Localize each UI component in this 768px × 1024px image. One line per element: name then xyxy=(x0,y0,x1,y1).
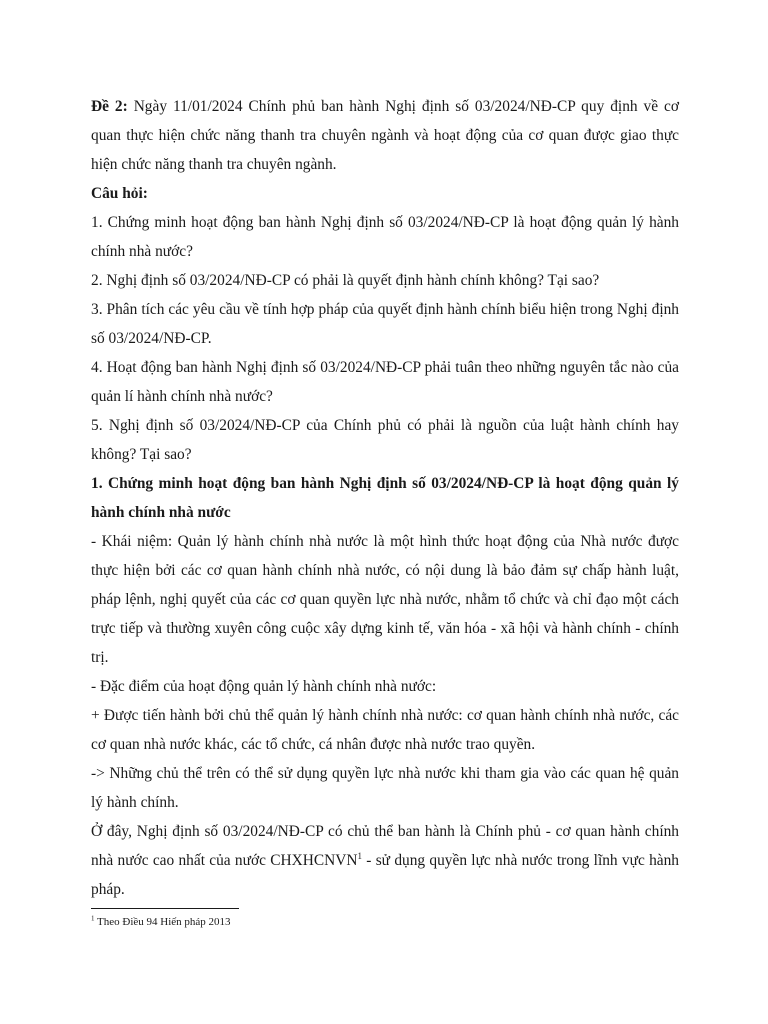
conclusion-text-before: Ở đây, Nghị định số 03/2024/NĐ-CP có chủ thể ban hành là Chính phủ - cơ quan hành chính nhà nước cao nhất của nước CHXHCNVN xyxy=(91,823,679,869)
body-paragraph: - Đặc điểm của hoạt động quản lý hành chính nhà nước: xyxy=(91,678,437,695)
question-item: 3. Phân tích các yêu cầu về tính hợp pháp của quyết định hành chính biểu hiện trong Nghị định số 03/2024/NĐ-CP. xyxy=(91,301,679,347)
body-paragraph: + Được tiến hành bởi chủ thể quản lý hành chính nhà nước: cơ quan hành chính nhà nước, các cơ quan nhà nước khác, các tổ chức, cá nhân được nhà nước trao quyền. xyxy=(91,707,679,753)
footnote-reference: 1 xyxy=(357,850,362,861)
footnote xyxy=(91,914,231,930)
question-item: 1. Chứng minh hoạt động ban hành Nghị định số 03/2024/NĐ-CP là hoạt động quản lý hành chính nhà nước? xyxy=(91,214,679,260)
document-page xyxy=(91,92,679,904)
conclusion-text-after: - sử dụng quyền lực nhà nước trong lĩnh vực hành pháp. xyxy=(91,852,679,898)
question-item: 4. Hoạt động ban hành Nghị định số 03/2024/NĐ-CP phải tuân theo những nguyên tắc nào của quản lí hành chính nhà nước? xyxy=(91,359,679,405)
questions-heading: Câu hỏi: xyxy=(91,185,148,202)
section-heading: 1. Chứng minh hoạt động ban hành Nghị định số 03/2024/NĐ-CP là hoạt động quản lý hành chính nhà nước xyxy=(91,475,679,521)
footnote-divider xyxy=(91,908,239,909)
body-paragraph: - Khái niệm: Quản lý hành chính nhà nước là một hình thức hoạt động của Nhà nước được thực hiện bởi các cơ quan hành chính nhà nước, có nội dung là bảo đảm sự chấp hành luật, pháp lệnh, nghị quyết của các cơ quan quyền lực nhà nước, nhằm tổ chức và chỉ đạo một cách trực tiếp và thường xuyên công cuộc xây dựng kinh tế, văn hóa - xã hội và hành chính - chính trị. xyxy=(91,533,679,666)
question-item: 5. Nghị định số 03/2024/NĐ-CP của Chính phủ có phải là nguồn của luật hành chính hay không? Tại sao? xyxy=(91,417,679,463)
intro-paragraph xyxy=(91,92,679,179)
question-item: 2. Nghị định số 03/2024/NĐ-CP có phải là quyết định hành chính không? Tại sao? xyxy=(91,272,600,289)
conclusion-paragraph xyxy=(91,817,679,904)
intro-text: Ngày 11/01/2024 Chính phủ ban hành Nghị định số 03/2024/NĐ-CP quy định về cơ quan thực hiện chức năng thanh tra chuyên ngành và hoạt động của cơ quan được giao thực hiện chức năng thanh tra chuyên ngành. xyxy=(91,98,679,173)
footnote-text: Theo Điều 94 Hiến pháp 2013 xyxy=(94,916,231,928)
body-paragraph: -> Những chủ thể trên có thể sử dụng quyền lực nhà nước khi tham gia vào các quan hệ quản lý hành chính. xyxy=(91,765,679,811)
exercise-label: Đề 2: xyxy=(91,98,128,115)
footnote-number: 1 xyxy=(91,914,95,923)
